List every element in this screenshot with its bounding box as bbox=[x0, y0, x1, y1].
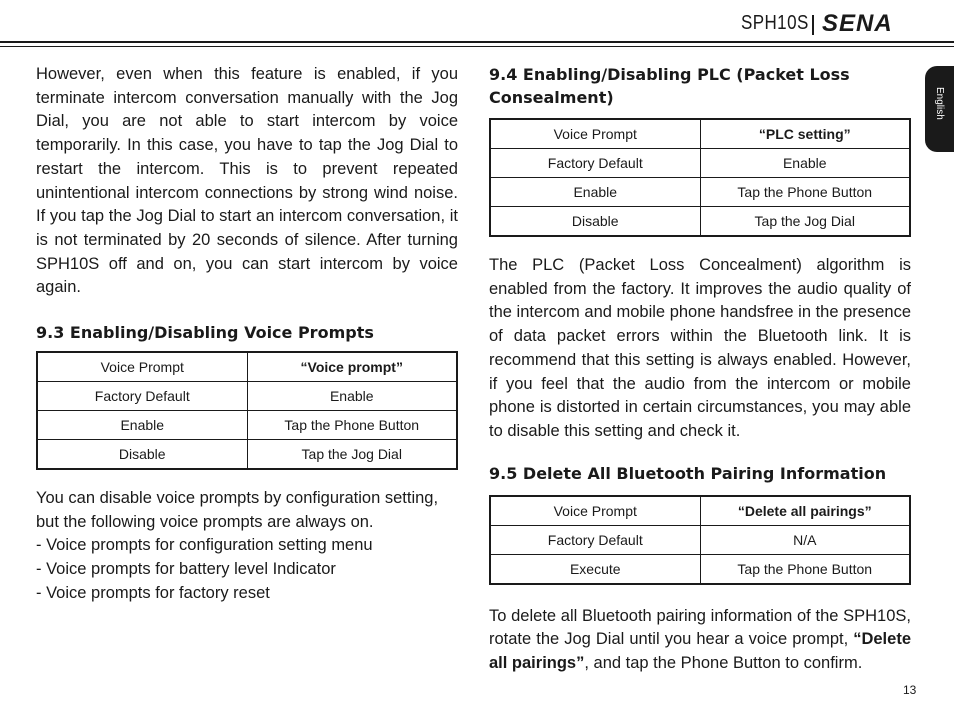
table-row bbox=[490, 149, 910, 178]
table-cell: Tap the Phone Button bbox=[700, 554, 910, 584]
intro-paragraph: However, even when this feature is enabled, if you terminate intercom conversation manually with the Jog Dial, you are not able to start intercom by voice temporarily. In this case, you have to tap the Jog Dial to restart the intercom. This is to prevent repeated unintentional intercom connections by strong wind noise. If you tap the Jog Dial to start an intercom conversation, it is not terminated by 20 seconds of silence. After turning SPH10S off and on, you can start intercom by voice again. bbox=[36, 65, 458, 297]
table-cell: Tap the Jog Dial bbox=[700, 207, 910, 237]
table-cell: “Delete all pairings” bbox=[700, 496, 910, 526]
page-number: 13 bbox=[903, 683, 917, 697]
right-column bbox=[489, 63, 911, 676]
section-9-5-title: 9.5 Delete All Bluetooth Pairing Information bbox=[489, 463, 887, 483]
list-item: - Voice prompts for battery level Indicator bbox=[36, 560, 336, 579]
plc-paragraph: The PLC (Packet Loss Concealment) algorithm is enabled from the factory. It improves the audio quality of the intercom and mobile phone handsfree in the presence of data packet errors within the Bluetooth link. It is recommend that this setting is always enabled. However, if you feel that the audio from the intercom or mobile phone is distorted in certain circumstances, you may able to disable this setting and check it. bbox=[489, 256, 911, 440]
table-cell: Disable bbox=[37, 440, 247, 470]
table-cell: Enable bbox=[490, 178, 700, 207]
language-tab-label: English bbox=[934, 87, 945, 120]
table-cell: “Voice prompt” bbox=[247, 352, 457, 382]
header-separator bbox=[812, 15, 814, 35]
voice-prompt-table bbox=[36, 351, 458, 470]
list-item: - Voice prompts for configuration setting menu bbox=[36, 536, 373, 555]
table-row bbox=[490, 207, 910, 237]
table-cell: Voice Prompt bbox=[490, 496, 700, 526]
table-cell: Execute bbox=[490, 554, 700, 584]
table-cell: Tap the Phone Button bbox=[247, 411, 457, 440]
table-cell: Enable bbox=[37, 411, 247, 440]
table-cell: Tap the Jog Dial bbox=[247, 440, 457, 470]
table-cell: N/A bbox=[700, 525, 910, 554]
table-cell: Voice Prompt bbox=[37, 352, 247, 382]
table-row bbox=[37, 382, 457, 411]
language-tab bbox=[925, 66, 954, 152]
header-rule-thin bbox=[0, 46, 954, 47]
table-cell: Disable bbox=[490, 207, 700, 237]
delete-pairing-paragraph bbox=[489, 605, 911, 676]
table-cell: Enable bbox=[700, 149, 910, 178]
delete-text-after: , and tap the Phone Button to confirm. bbox=[584, 654, 863, 673]
table-row bbox=[490, 496, 910, 526]
table-cell: Voice Prompt bbox=[490, 119, 700, 149]
left-column bbox=[36, 63, 458, 606]
table-cell: Factory Default bbox=[490, 525, 700, 554]
delete-pairing-table bbox=[489, 495, 911, 585]
table-row bbox=[37, 352, 457, 382]
table-cell: Factory Default bbox=[37, 382, 247, 411]
voice-prompt-paragraph: You can disable voice prompts by configuration setting, but the following voice prompts are always on. bbox=[36, 489, 439, 531]
section-9-4-title: 9.4 Enabling/Disabling PLC (Packet Loss Consealment) bbox=[489, 65, 850, 107]
list-item: - Voice prompts for factory reset bbox=[36, 583, 270, 602]
table-cell: Factory Default bbox=[490, 149, 700, 178]
table-row bbox=[37, 411, 457, 440]
header-rule bbox=[0, 41, 954, 43]
delete-prompt-name: “Delete all pairings” bbox=[489, 630, 911, 673]
table-row bbox=[490, 178, 910, 207]
table-cell: Enable bbox=[247, 382, 457, 411]
table-row bbox=[490, 119, 910, 149]
table-row bbox=[37, 440, 457, 470]
table-cell: Tap the Phone Button bbox=[700, 178, 910, 207]
table-row bbox=[490, 554, 910, 584]
model-name: SPH10S bbox=[741, 12, 809, 34]
brand-logo: SENA bbox=[822, 10, 893, 37]
table-row bbox=[490, 525, 910, 554]
always-on-prompts-list bbox=[36, 534, 458, 605]
section-9-3-title: 9.3 Enabling/Disabling Voice Prompts bbox=[36, 323, 374, 343]
delete-text-before: To delete all Bluetooth pairing information of the SPH10S, rotate the Jog Dial until you hear a voice prompt, bbox=[489, 606, 911, 649]
plc-table bbox=[489, 118, 911, 237]
table-cell: “PLC setting” bbox=[700, 119, 910, 149]
